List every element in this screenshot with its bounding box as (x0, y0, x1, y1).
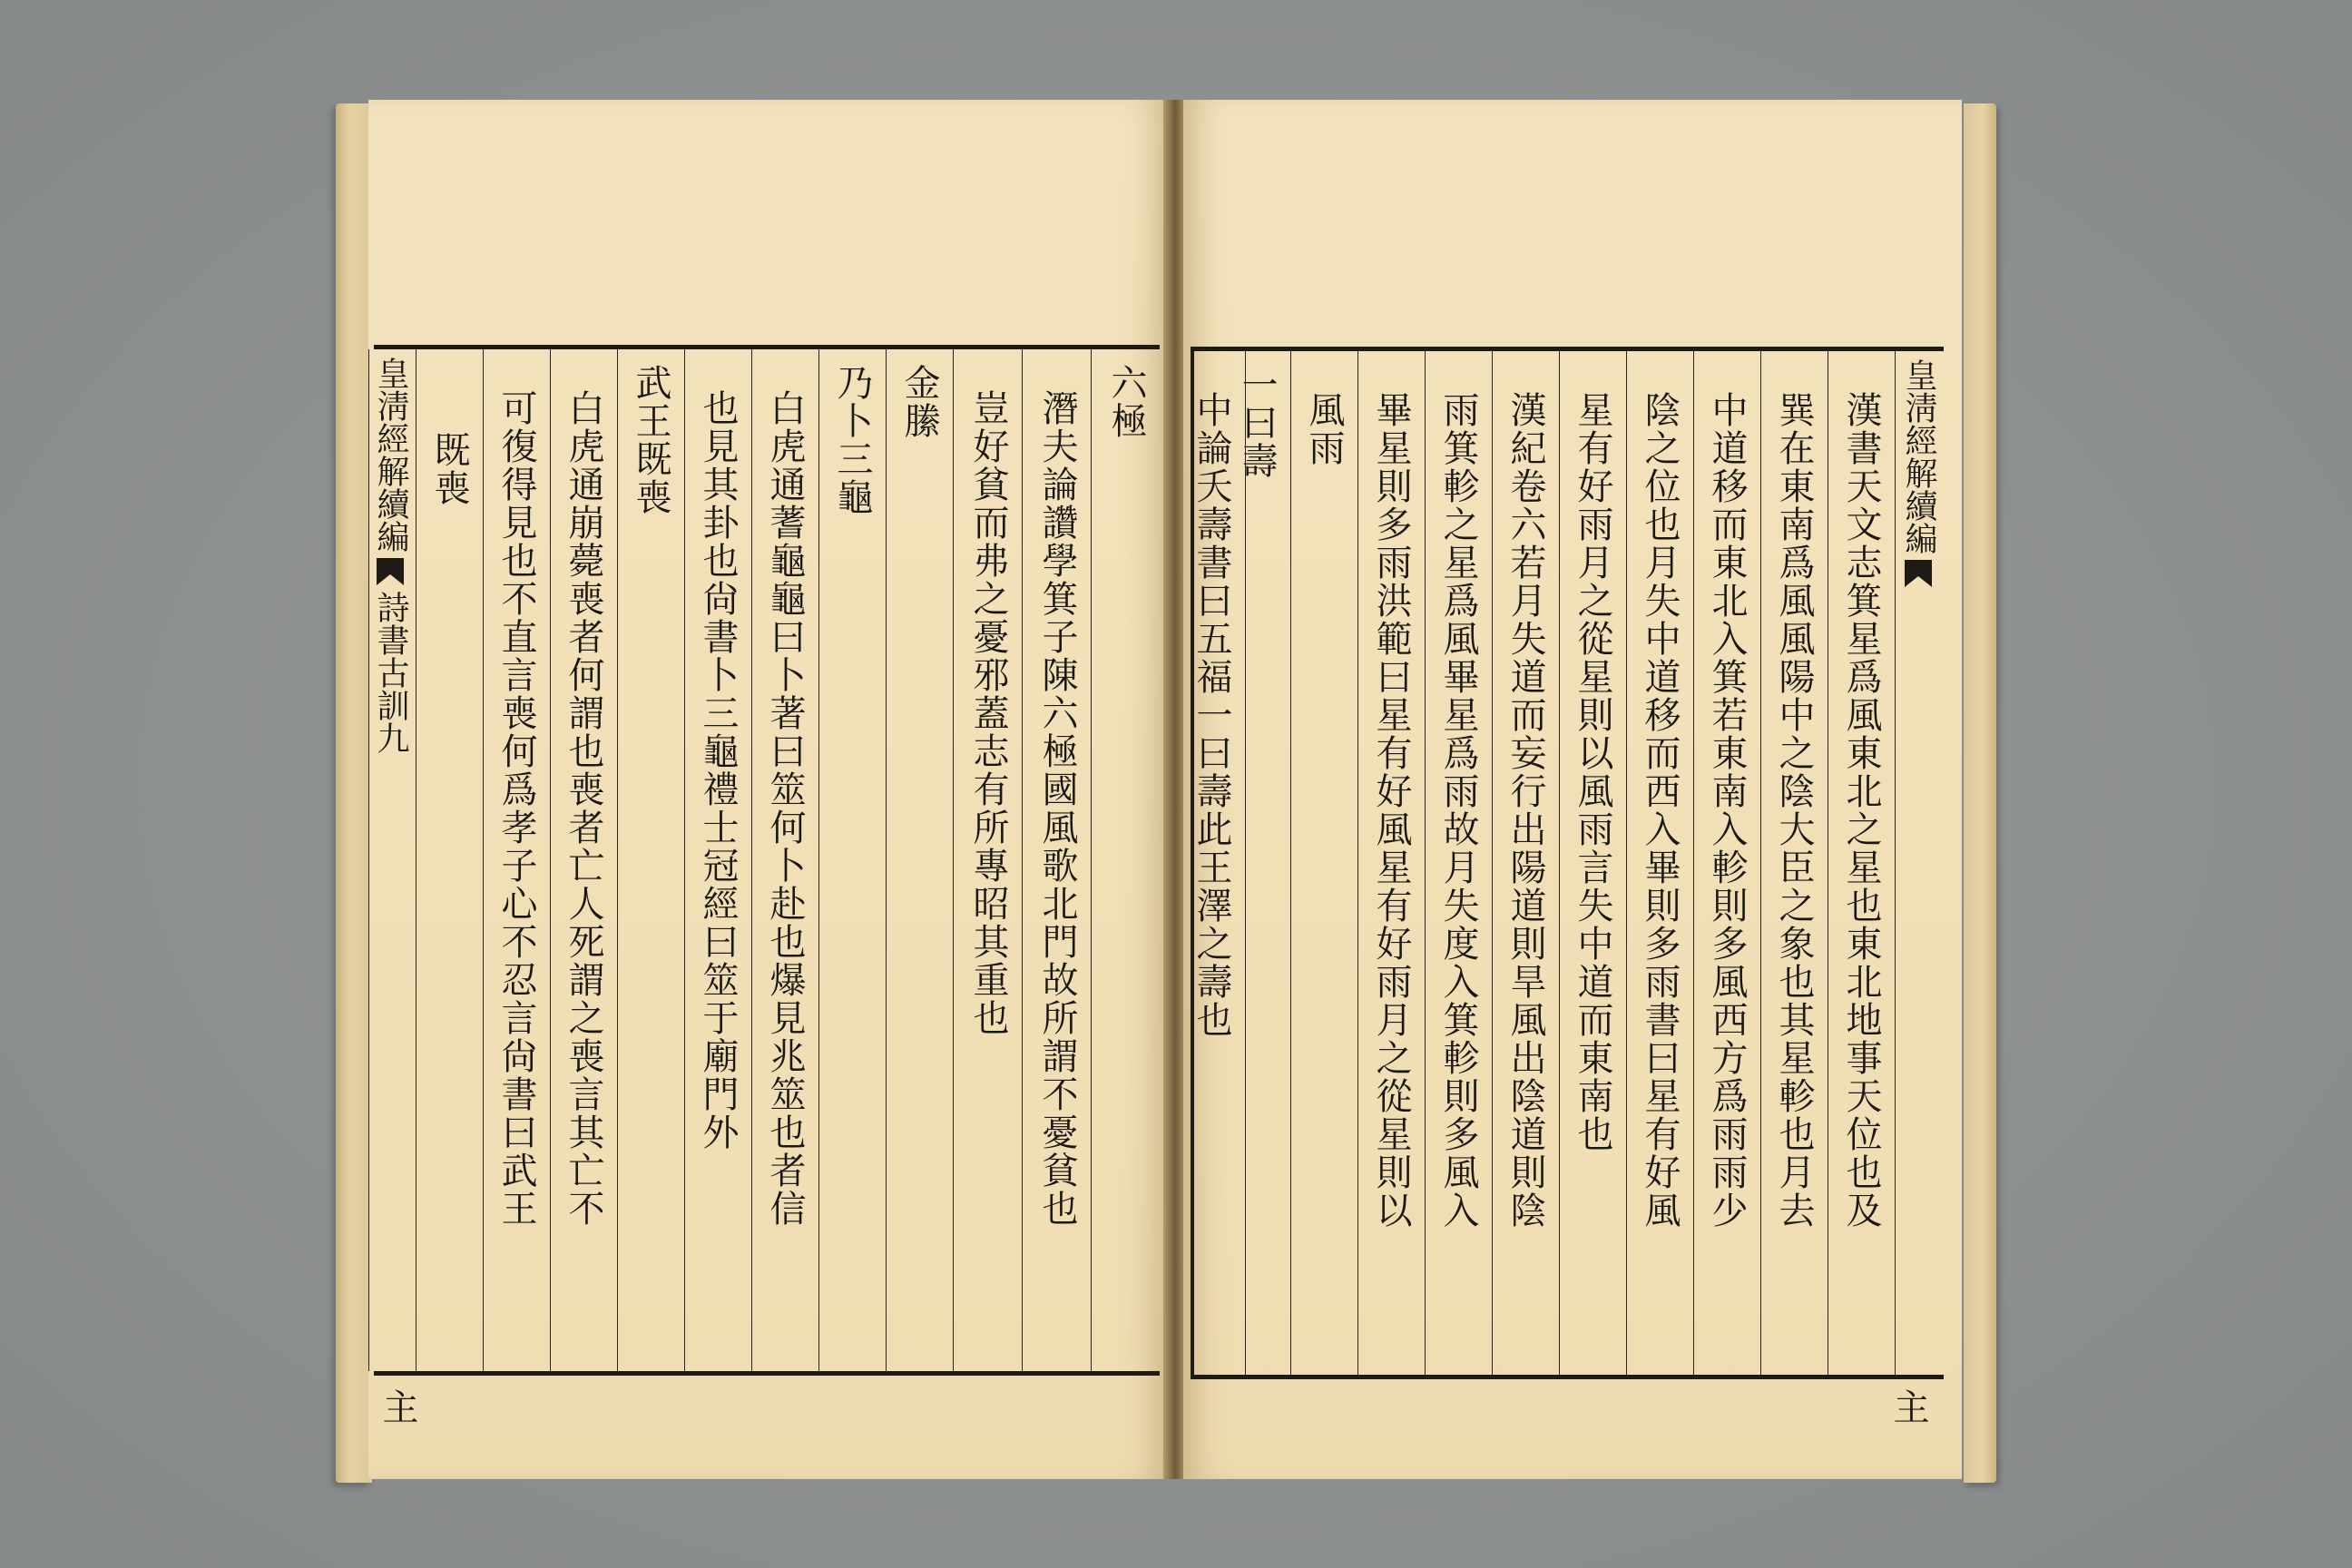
open-book (336, 91, 1996, 1506)
column: 中道移而東北入箕若東南入軫則多風西方爲雨雨少 (1693, 351, 1760, 1375)
column: 一曰壽 (1245, 351, 1290, 1375)
fish-tail-mark-icon (377, 558, 404, 585)
column: 星有好雨月之從星則以風雨言失中道而東南也 (1559, 351, 1626, 1375)
left-text-frame (374, 345, 1160, 1376)
page-stack-right (1964, 103, 1996, 1483)
fish-tail-mark-icon (1905, 560, 1932, 587)
column: 潛夫論讚學箕子陳六極國風歌北門故所謂不憂貧也 (1022, 349, 1091, 1371)
folio-number: 主 (377, 1388, 418, 1425)
column: 雨箕軫之星爲風畢星爲雨故月失度入箕軫則多風入 (1425, 351, 1492, 1375)
column: 也見其卦也尙書卜三龜禮士冠經曰筮于廟門外 (684, 349, 751, 1371)
banxin-section: 詩書古訓九 (372, 591, 409, 754)
column: 陰之位也月失中道移而西入畢則多雨書曰星有好風 (1626, 351, 1693, 1375)
column: 豈好貧而弗之憂邪蓋志有所專昭其重也 (953, 349, 1022, 1371)
banxin-title: 皇淸經解續編 (1900, 358, 1937, 554)
column: 巽在東南爲風風陽中之陰大臣之象也其星軫也月去 (1760, 351, 1828, 1375)
column: 武王既喪 (617, 349, 684, 1371)
column: 既喪 (416, 349, 483, 1371)
column: 六極 (1091, 349, 1160, 1371)
column: 白虎通蓍龜龜曰卜著曰筮何卜赴也爆見兆筮也者信 (751, 349, 818, 1371)
column: 畢星則多雨洪範曰星有好風星有好雨月之從星則以 (1357, 351, 1425, 1375)
page-stack-left (336, 103, 372, 1483)
column: 金縢 (886, 349, 953, 1371)
column: 漢書天文志箕星爲風東北之星也東北地事天位也及 (1828, 351, 1895, 1375)
right-text-frame (1191, 347, 1944, 1379)
right-page (1183, 100, 1962, 1479)
column: 中論夭壽書曰五福一曰壽此王澤之壽也 (1191, 351, 1245, 1375)
column: 白虎通崩薨喪者何謂也喪者亡人死謂之喪言其亡不 (550, 349, 617, 1371)
column: 風雨 (1290, 351, 1357, 1375)
banxin-margin (368, 349, 416, 1371)
column: 漢紀卷六若月失道而妄行出陽道則旱風出陰道則陰 (1492, 351, 1559, 1375)
banxin-title: 皇淸經解續編 (372, 357, 409, 553)
folio-number: 主 (1887, 1388, 1929, 1425)
column: 乃卜三龜 (818, 349, 886, 1371)
left-page (368, 100, 1167, 1479)
column: 可復得見也不直言喪何爲孝子心不忍言尙書曰武王 (483, 349, 550, 1371)
banxin-margin (1895, 351, 1944, 1375)
